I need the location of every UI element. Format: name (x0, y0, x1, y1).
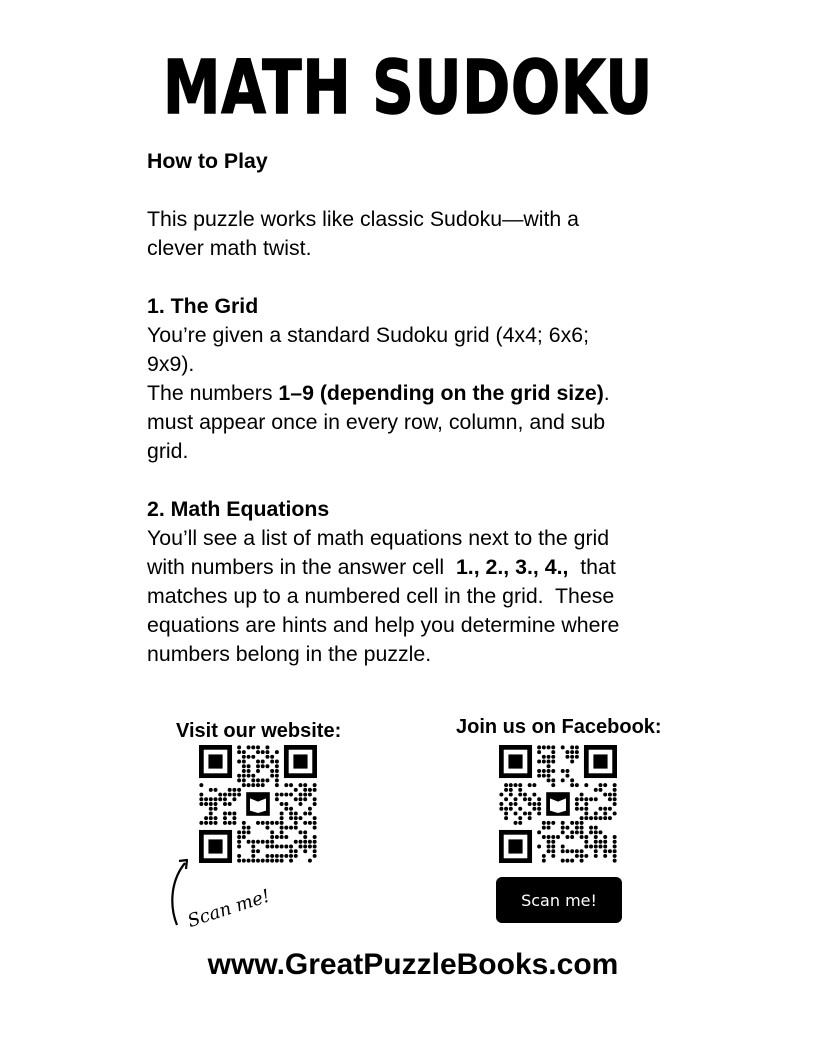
section1-line-3: The numbers 1–9 (depending on the grid size). (147, 381, 610, 405)
section2-line-3: matches up to a numbered cell in the grid. These (147, 584, 615, 608)
page-title: MATH SUDOKU (163, 45, 653, 131)
section2-line-4: equations are hints and help you determine where (147, 613, 620, 637)
website-url[interactable]: www.GreatPuzzleBooks.com (207, 948, 619, 981)
section1-line-5: grid. (147, 439, 189, 463)
facebook-qr-label: Join us on Facebook: (456, 716, 662, 738)
section2-line-5: numbers belong in the puzzle. (147, 642, 432, 666)
section1-line-4: must appear once in every row, column, and sub (147, 410, 606, 434)
section1-line-1: You’re given a standard Sudoku grid (4x4; 6x6; (147, 323, 590, 347)
intro-line-2: clever math twist. (147, 236, 312, 260)
section2-heading: 2. Math Equations (147, 497, 330, 521)
section1-heading: 1. The Grid (147, 294, 259, 318)
facebook-qr-code[interactable] (499, 745, 617, 863)
how-to-play-heading: How to Play (147, 149, 268, 173)
website-qr-label: Visit our website: (176, 720, 342, 742)
section2-line-2: with numbers in the answer cell 1., 2., 3., 4., that (147, 555, 616, 579)
scan-me-button[interactable]: Scan me! (496, 877, 622, 923)
scan-me-handwritten: Scan me! (185, 885, 273, 932)
website-qr-code[interactable] (199, 745, 317, 863)
section1-line-2: 9x9). (147, 352, 195, 376)
instructions (147, 147, 692, 669)
section2-line-1: You’ll see a list of math equations next to the grid (147, 526, 610, 550)
intro-line-1: This puzzle works like classic Sudoku—with a (147, 207, 580, 231)
